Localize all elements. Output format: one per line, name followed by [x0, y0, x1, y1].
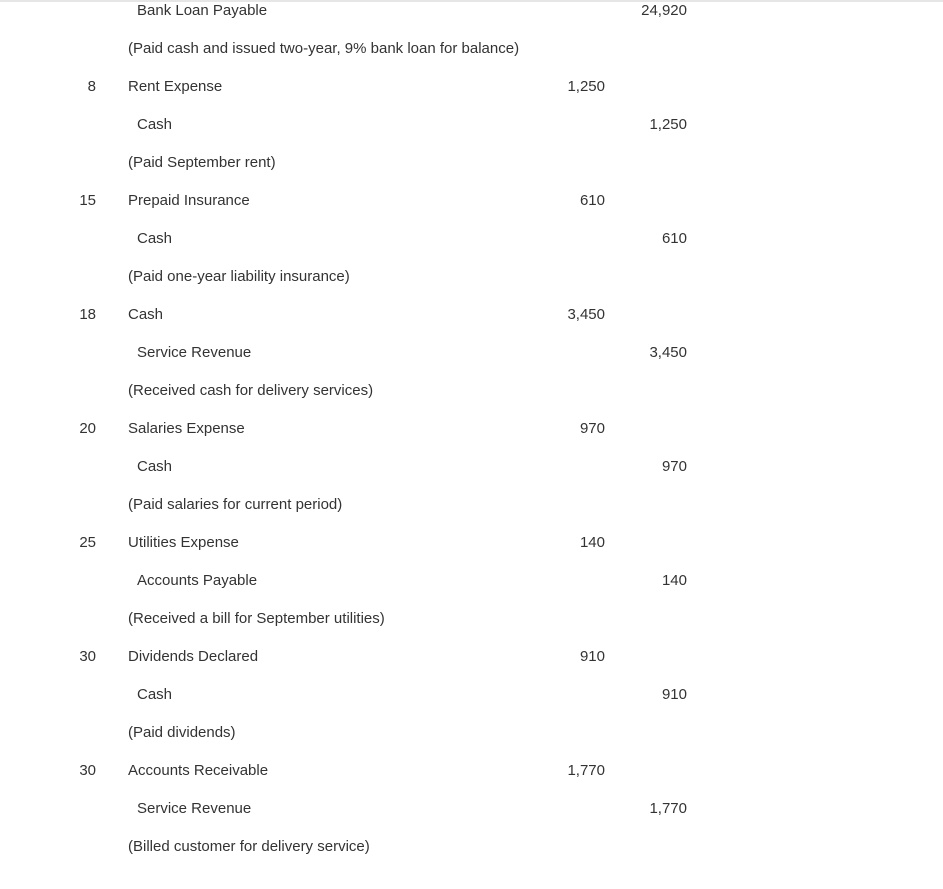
credit-amount: 610 — [661, 230, 687, 247]
credit-amount: 1,770 — [649, 800, 687, 817]
explanation-row — [0, 380, 943, 418]
debit-account: Cash — [128, 306, 164, 323]
debit-account: Rent Expense — [128, 78, 223, 95]
entry-date: 8 — [87, 78, 96, 95]
debit-amount: 910 — [579, 648, 605, 665]
credit-row — [0, 570, 943, 608]
credit-amount: 910 — [661, 686, 687, 703]
credit-amount: 970 — [661, 458, 687, 475]
credit-account: Accounts Payable — [137, 572, 258, 589]
debit-row — [0, 418, 943, 456]
credit-account: Service Revenue — [137, 344, 252, 361]
credit-row — [0, 114, 943, 152]
explanation-row — [0, 722, 943, 760]
entry-date: 15 — [79, 192, 96, 209]
debit-amount: 610 — [579, 192, 605, 209]
credit-account: Cash — [137, 458, 173, 475]
explanation-row — [0, 608, 943, 646]
credit-row — [0, 0, 943, 38]
credit-account: Cash — [137, 686, 173, 703]
explanation: (Received cash for delivery services) — [128, 382, 374, 399]
debit-amount: 1,770 — [567, 762, 605, 779]
credit-row — [0, 798, 943, 836]
explanation-row — [0, 152, 943, 190]
credit-row — [0, 228, 943, 266]
debit-amount: 970 — [579, 420, 605, 437]
entry-date: 30 — [79, 648, 96, 665]
debit-row — [0, 76, 943, 114]
explanation: (Received a bill for September utilities) — [128, 610, 385, 627]
entry-date: 25 — [79, 534, 96, 551]
explanation: (Paid September rent) — [128, 154, 276, 171]
explanation-row — [0, 38, 943, 76]
debit-account: Accounts Receivable — [128, 762, 269, 779]
debit-row — [0, 646, 943, 684]
credit-account: Bank Loan Payable — [137, 2, 268, 19]
debit-row — [0, 190, 943, 228]
credit-row — [0, 684, 943, 722]
explanation-row — [0, 836, 943, 874]
entry-date: 20 — [79, 420, 96, 437]
credit-amount: 24,920 — [641, 2, 687, 19]
credit-row — [0, 456, 943, 494]
debit-account: Utilities Expense — [128, 534, 239, 551]
credit-account: Service Revenue — [137, 800, 252, 817]
debit-row — [0, 532, 943, 570]
explanation: (Billed customer for delivery service) — [128, 838, 370, 855]
credit-amount: 140 — [661, 572, 687, 589]
debit-amount: 3,450 — [567, 306, 605, 323]
credit-amount: 3,450 — [649, 344, 687, 361]
explanation-row — [0, 494, 943, 532]
explanation-row — [0, 266, 943, 304]
explanation: (Paid salaries for current period) — [128, 496, 343, 513]
credit-account: Cash — [137, 116, 173, 133]
explanation: (Paid one-year liability insurance) — [128, 268, 350, 285]
credit-account: Cash — [137, 230, 173, 247]
debit-row — [0, 304, 943, 342]
entry-date: 30 — [79, 762, 96, 779]
credit-amount: 1,250 — [649, 116, 687, 133]
debit-account: Prepaid Insurance — [128, 192, 250, 209]
debit-amount: 1,250 — [567, 78, 605, 95]
debit-account: Dividends Declared — [128, 648, 259, 665]
debit-amount: 140 — [579, 534, 605, 551]
entry-date: 18 — [79, 306, 96, 323]
credit-row — [0, 342, 943, 380]
explanation: (Paid dividends) — [128, 724, 236, 741]
explanation: (Paid cash and issued two-year, 9% bank loan for balance) — [128, 40, 520, 57]
debit-row — [0, 760, 943, 798]
debit-account: Salaries Expense — [128, 420, 245, 437]
